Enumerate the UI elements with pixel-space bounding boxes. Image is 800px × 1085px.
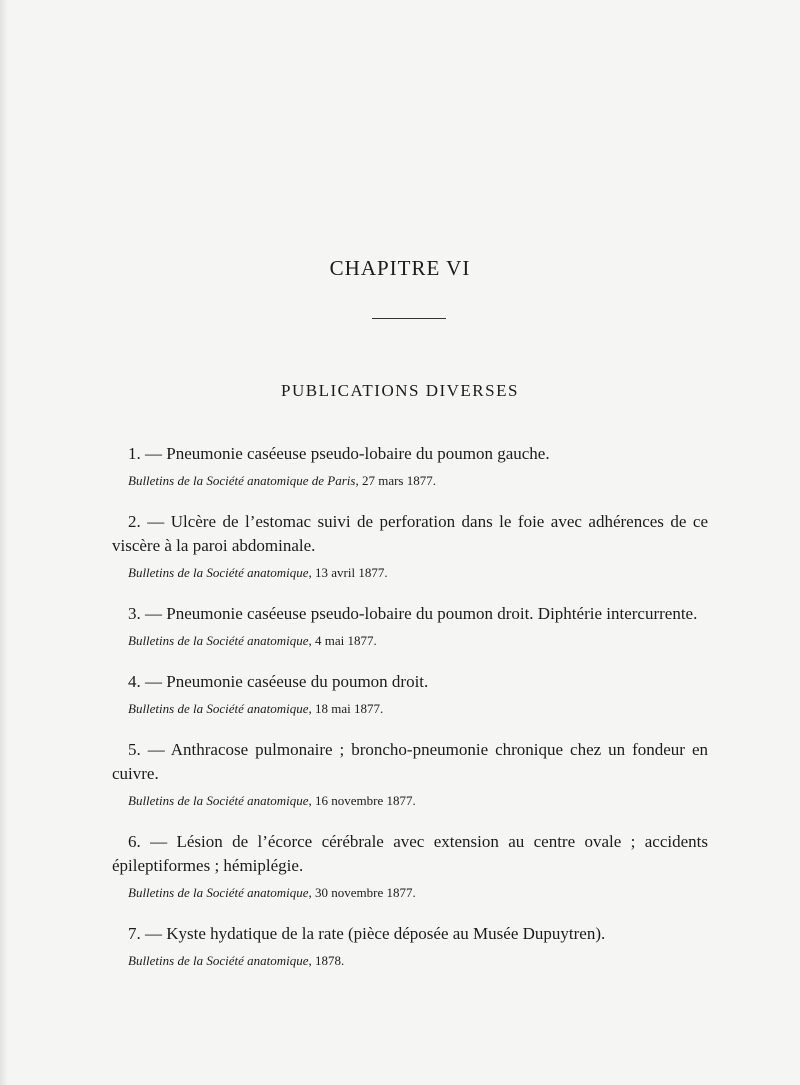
publication-list bbox=[112, 442, 708, 990]
publication-source: Bulletins de la Société anatomique bbox=[128, 793, 309, 808]
publication-reference: Bulletins de la Société anatomique, 16 novembre 1877. bbox=[128, 793, 416, 808]
publication-item bbox=[112, 602, 708, 650]
publication-date: 1878. bbox=[315, 953, 345, 968]
publication-item bbox=[112, 922, 708, 970]
publication-source: Bulletins de la Société anatomique bbox=[128, 565, 309, 580]
publication-number: 4. bbox=[128, 672, 141, 691]
chapter-heading: CHAPITRE VI bbox=[329, 256, 471, 280]
publication-item bbox=[112, 738, 708, 810]
page-edge-shadow bbox=[0, 0, 8, 1085]
publication-title-line: 3. — Pneumonie caséeuse pseudo-lobaire du poumon droit. Diphtérie intercurrente. bbox=[128, 604, 698, 623]
publication-reference: Bulletins de la Société anatomique, 1878. bbox=[128, 953, 345, 968]
publication-source: Bulletins de la Société anatomique bbox=[128, 953, 309, 968]
publication-title: Anthracose pulmonaire ; broncho-pneumonie chronique chez un fondeur en cuivre. bbox=[112, 740, 708, 783]
publication-date: 16 novembre 1877. bbox=[315, 793, 416, 808]
publication-title-line: 4. — Pneumonie caséeuse du poumon droit. bbox=[128, 672, 429, 691]
publication-reference: Bulletins de la Société anatomique, 18 mai 1877. bbox=[128, 701, 384, 716]
publication-title-line: 1. — Pneumonie caséeuse pseudo-lobaire du poumon gauche. bbox=[128, 444, 550, 463]
publication-title: Lésion de l’écorce cérébrale avec extension au centre ovale ; accidents épileptiformes ; hémiplégie. bbox=[112, 832, 708, 875]
publication-reference: Bulletins de la Société anatomique, 30 novembre 1877. bbox=[128, 885, 416, 900]
publication-title-line: 2. — Ulcère de l’estomac suivi de perforation dans le foie avec adhérences de ce viscère à la paroi abdominale. bbox=[112, 512, 708, 555]
publication-reference: Bulletins de la Société anatomique, 13 avril 1877. bbox=[128, 565, 388, 580]
publication-title: Pneumonie caséeuse du poumon droit. bbox=[166, 672, 429, 691]
heading-rule bbox=[372, 318, 446, 319]
publication-source: Bulletins de la Société anatomique de Paris bbox=[128, 473, 356, 488]
publication-item bbox=[112, 670, 708, 718]
publication-title: Pneumonie caséeuse pseudo-lobaire du poumon droit. Diphtérie intercurrente. bbox=[166, 604, 698, 623]
publication-item bbox=[112, 510, 708, 582]
section-heading: PUBLICATIONS DIVERSES bbox=[281, 381, 519, 400]
publication-reference: Bulletins de la Société anatomique de Paris, 27 mars 1877. bbox=[128, 473, 436, 488]
publication-title-line: 5. — Anthracose pulmonaire ; broncho-pneumonie chronique chez un fondeur en cuivre. bbox=[112, 740, 708, 783]
publication-source: Bulletins de la Société anatomique bbox=[128, 701, 309, 716]
publication-item bbox=[112, 830, 708, 902]
publication-date: 27 mars 1877. bbox=[361, 473, 436, 488]
publication-date: 30 novembre 1877. bbox=[315, 885, 416, 900]
publication-number: 3. bbox=[128, 604, 141, 623]
publication-title-line: 6. — Lésion de l’écorce cérébrale avec extension au centre ovale ; accidents épileptiformes ; hémiplégie. bbox=[112, 832, 708, 875]
publication-title: Kyste hydatique de la rate (pièce déposée au Musée Dupuytren). bbox=[166, 924, 606, 943]
publication-title-line: 7. — Kyste hydatique de la rate (pièce déposée au Musée Dupuytren). bbox=[128, 924, 606, 943]
publication-number: 2. bbox=[128, 512, 141, 531]
publication-number: 1. bbox=[128, 444, 141, 463]
publication-date: 4 mai 1877. bbox=[315, 633, 377, 648]
publication-date: 13 avril 1877. bbox=[315, 565, 388, 580]
publication-date: 18 mai 1877. bbox=[315, 701, 384, 716]
publication-source: Bulletins de la Société anatomique bbox=[128, 633, 309, 648]
publication-number: 7. bbox=[128, 924, 141, 943]
publication-reference: Bulletins de la Société anatomique, 4 mai 1877. bbox=[128, 633, 377, 648]
publication-item bbox=[112, 442, 708, 490]
publication-title: Ulcère de l’estomac suivi de perforation dans le foie avec adhérences de ce viscère à la paroi abdominale. bbox=[112, 512, 708, 555]
publication-title: Pneumonie caséeuse pseudo-lobaire du poumon gauche. bbox=[166, 444, 550, 463]
publication-number: 6. bbox=[128, 832, 141, 851]
publication-source: Bulletins de la Société anatomique bbox=[128, 885, 309, 900]
publication-number: 5. bbox=[128, 740, 141, 759]
